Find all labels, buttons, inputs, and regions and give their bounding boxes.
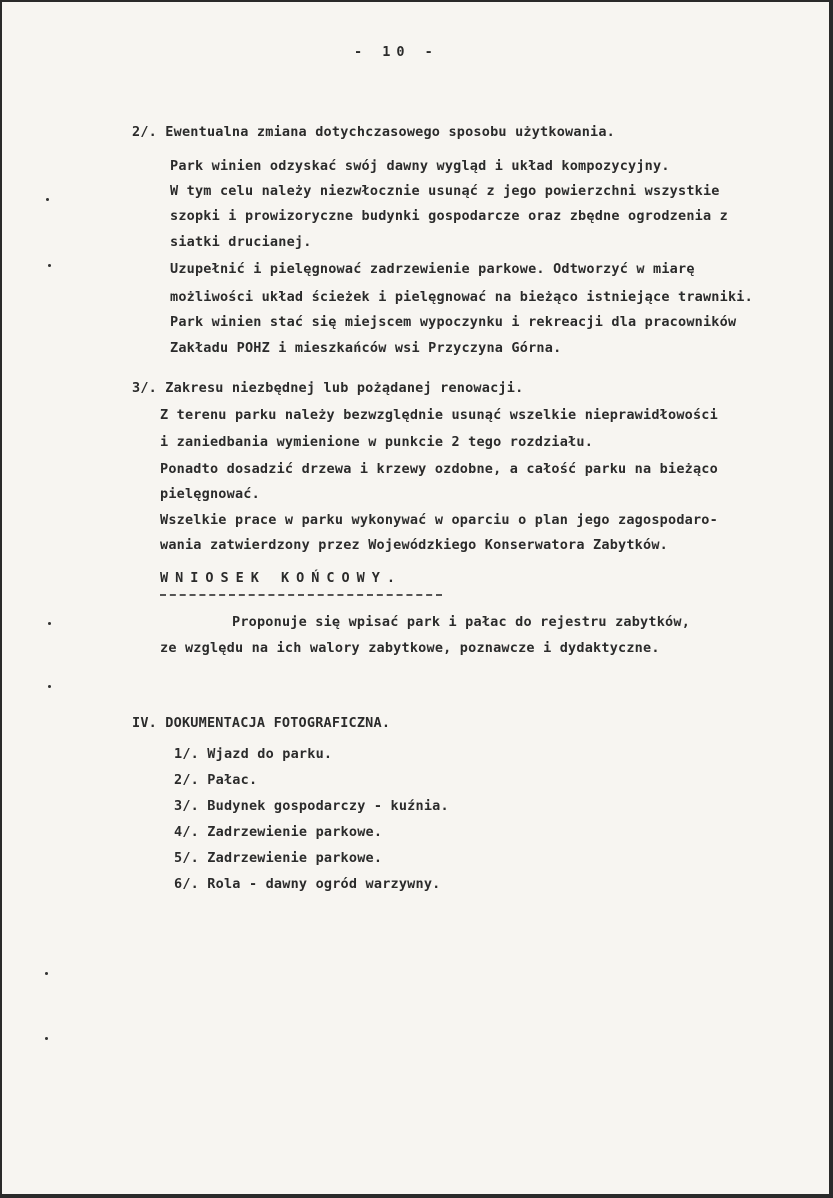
document-page xyxy=(2,2,829,1194)
section-3-line: i zaniedbania wymienione w punkcie 2 tego rozdziału. xyxy=(160,434,594,450)
section-2-line: Zakładu POHZ i mieszkańców wsi Przyczyna Górna. xyxy=(170,340,562,356)
margin-mark xyxy=(48,622,51,625)
section-3-heading: 3/. Zakresu niezbędnej lub pożądanej renowacji. xyxy=(132,380,524,396)
photo-list-item: 1/. Wjazd do parku. xyxy=(174,746,333,762)
section-2-line: możliwości układ ścieżek i pielęgnować na bieżąco istniejące trawniki. xyxy=(170,289,753,305)
conclusion-line: ze względu na ich walory zabytkowe, poznawcze i dydaktyczne. xyxy=(160,640,660,656)
margin-mark xyxy=(46,198,49,201)
section-3-line: Z terenu parku należy bezwzględnie usunąć wszelkie nieprawidłowości xyxy=(160,407,718,423)
section-2-line: siatki drucianej. xyxy=(170,234,312,250)
section-2-line: W tym celu należy niezwłocznie usunąć z jego powierzchni wszystkie xyxy=(170,183,720,199)
section-2-line: Park winien stać się miejscem wypoczynku i rekreacji dla pracowników xyxy=(170,314,737,330)
section-3-line: Ponadto dosadzić drzewa i krzewy ozdobne, a całość parku na bieżąco xyxy=(160,461,718,477)
margin-mark xyxy=(48,685,51,688)
section-2-line: Uzupełnić i pielęgnować zadrzewienie parkowe. Odtworzyć w miarę xyxy=(170,261,695,277)
photo-list-item: 2/. Pałac. xyxy=(174,772,258,788)
photo-list-item: 3/. Budynek gospodarczy - kuźnia. xyxy=(174,798,449,814)
section-2-line: Park winien odzyskać swój dawny wygląd i układ kompozycyjny. xyxy=(170,158,670,174)
page-number: - 10 - xyxy=(354,44,439,60)
heading-underline xyxy=(160,594,442,596)
margin-mark xyxy=(45,972,48,975)
photo-list-item: 5/. Zadrzewienie parkowe. xyxy=(174,850,383,866)
section-3-line: wania zatwierdzony przez Wojewódzkiego Konserwatora Zabytków. xyxy=(160,537,668,553)
section-3-line: pielęgnować. xyxy=(160,486,260,502)
margin-mark xyxy=(45,1037,48,1040)
photo-list-item: 6/. Rola - dawny ogród warzywny. xyxy=(174,876,441,892)
conclusion-line: Proponuje się wpisać park i pałac do rejestru zabytków, xyxy=(232,614,691,630)
section-2-line: szopki i prowizoryczne budynki gospodarcze oraz zbędne ogrodzenia z xyxy=(170,208,728,224)
conclusion-heading: WNIOSEK KOŃCOWY. xyxy=(160,570,403,586)
section-4-heading: IV. DOKUMENTACJA FOTOGRAFICZNA. xyxy=(132,715,391,731)
photo-list-item: 4/. Zadrzewienie parkowe. xyxy=(174,824,383,840)
margin-mark xyxy=(48,264,51,267)
section-2-heading: 2/. Ewentualna zmiana dotychczasowego sposobu użytkowania. xyxy=(132,124,616,140)
section-3-line: Wszelkie prace w parku wykonywać w oparciu o plan jego zagospodaro- xyxy=(160,512,718,528)
